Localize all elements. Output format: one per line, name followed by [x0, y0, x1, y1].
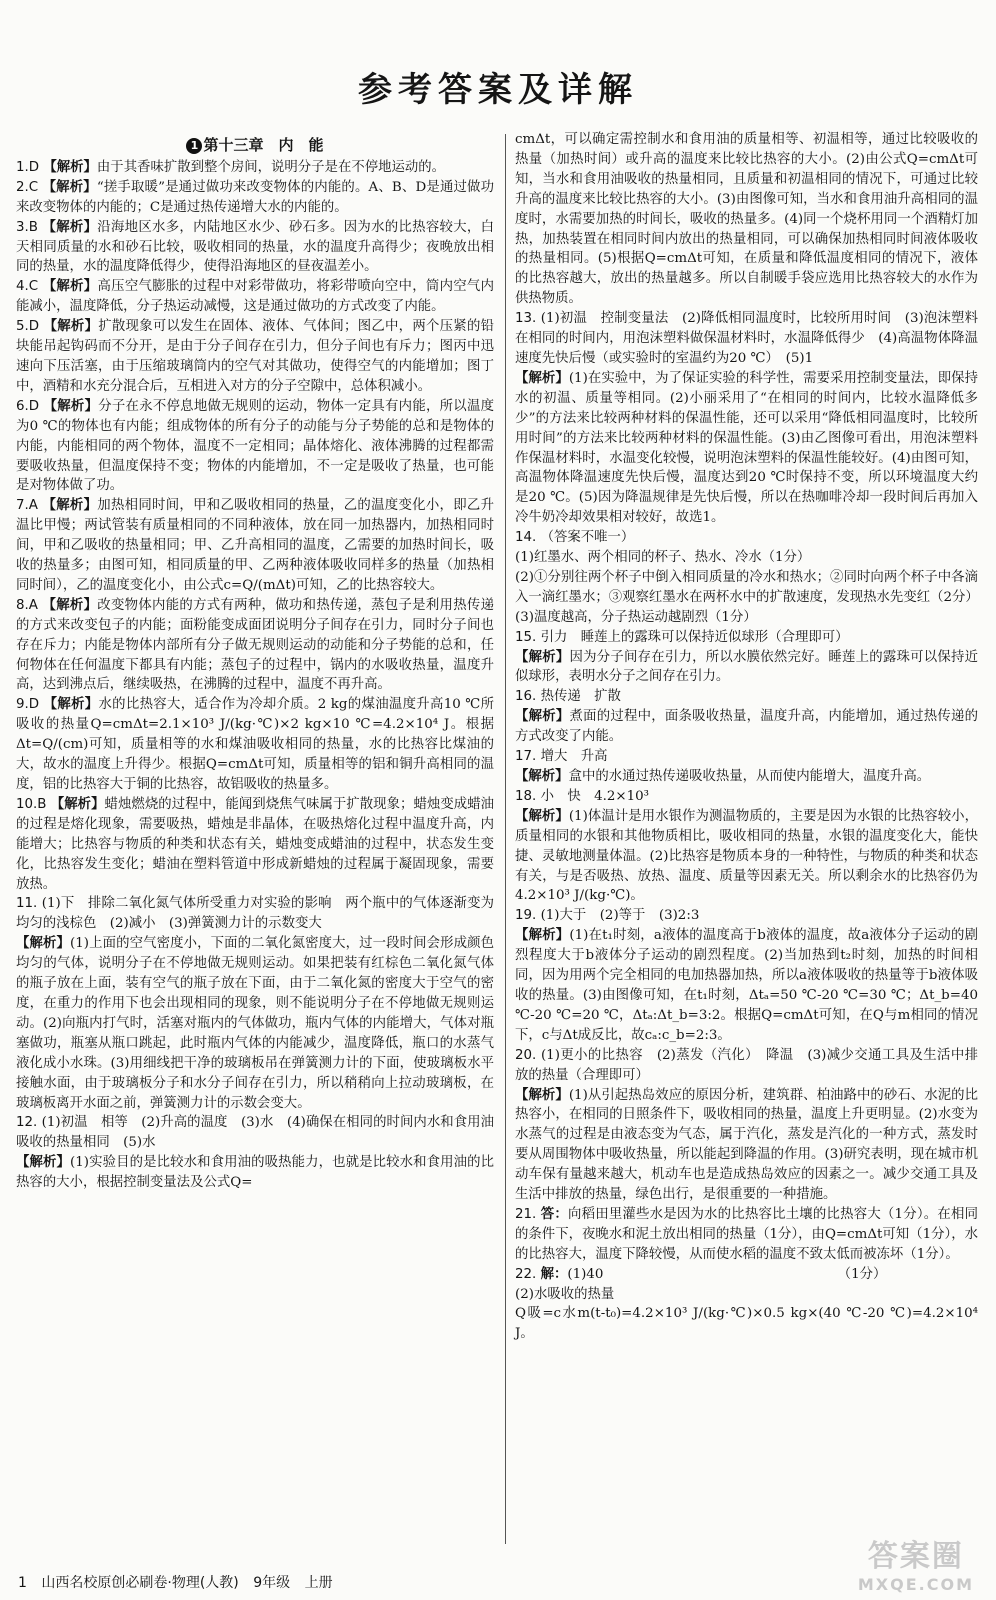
answer-item [16, 158, 494, 178]
answer-number: 5.D [16, 319, 40, 335]
grade-label: 9年级 [253, 1575, 291, 1591]
analysis-tag: 【解析】 [50, 796, 105, 812]
answer-number: 18. [515, 788, 537, 804]
analysis-tag: 【解析】 [16, 1155, 71, 1171]
answer-item [16, 317, 494, 397]
right-answer-list [515, 130, 992, 1344]
answer-item [515, 608, 978, 628]
answer-item [16, 277, 494, 317]
right-column [515, 130, 992, 1344]
analysis-tag: 【解析】 [43, 159, 97, 175]
analysis-tag: 【解析】 [515, 709, 570, 725]
answer-text: 向稻田里灌些水是因为水的比热容比土壤的比热容大（1分）。在相同的条件下，夜晚水和泥土放出相同的热量（1分），由Q=cmΔt可知（1分），水的比热容大，温度下降较慢，从而使水稻的温度不致太低而被冻坏（1分）。 [515, 1206, 978, 1262]
answer-item [515, 707, 978, 747]
analysis-tag: 【解析】 [515, 370, 569, 386]
answer-text: (1)初温 控制变量法 (2)降低相同温度时，比较所用时间 (3)泡沫塑料 在相同的时间内，用泡沫塑料做保温材料时，水温降低得少 (4)高温物体降温速度先快后慢（或实验时的室温约为20 ℃） (5)1 [515, 311, 992, 366]
volume-label: 上册 [304, 1575, 333, 1591]
answer-text: （答案不唯一） [540, 530, 635, 546]
answer-number: 1.D [16, 159, 40, 175]
answer-number: 10.B [16, 796, 47, 812]
analysis-tag: 【解析】 [515, 1087, 569, 1103]
analysis-tag: 【解析】 [42, 179, 97, 195]
answer-text: 改变物体内能的方式有两种，做功和热传递，蒸包子是利用热传递的方式来改变包子的内能；面粉能变成面团说明分子间存在引力，同时分子间也存在斥力；内能是物体内部所有分子做无规则运动的动能和分子势能的总和，任何物体在任何温度下都具有内能；蒸包子的过程中，锅内的水吸收热量，温度升高，达到沸点后，继续吸热，在沸腾的过程中，温度不再升高。 [16, 597, 494, 693]
analysis-tag: 【解析】 [515, 808, 569, 824]
chapter-heading [16, 136, 494, 156]
answer-item [515, 528, 978, 548]
analysis-tag: 【解析】 [42, 279, 98, 295]
chapter-number-badge: 1 [186, 138, 202, 154]
answer-item [16, 1113, 494, 1153]
answer-number: 6.D [16, 398, 40, 414]
answer-number: 19. [515, 908, 537, 924]
answer-number: 4.C [16, 279, 39, 295]
answer-number: 21. [515, 1206, 537, 1222]
page-title: 参考答案及详解 [358, 70, 638, 110]
answer-number: 2.C [16, 179, 39, 195]
answer-text: 沿海地区水多，内陆地区水少、砂石多。因为水的比热容较大，白天相同质量的水和砂石比较，吸收相同的热量，水的温度升高得少；夜晚放出相同的热量，水的温度降低得少，使得沿海地区的昼夜温差小。 [16, 219, 495, 275]
answer-item [16, 178, 494, 218]
answer-text: (1)40 （1分） [567, 1266, 887, 1282]
analysis-tag: 【解析】 [16, 936, 71, 952]
answer-number: 15. [515, 629, 537, 645]
column-divider [505, 134, 506, 1544]
answer-item [16, 397, 494, 497]
answer-text: (1)体温计是用水银作为测温物质的，主要是因为水银的比热容较小，质量相同的水银和其他物质相比，吸收相同的热量，水银的温度变化大，能快捷、灵敏地测量体温。(2)比热容是物质本身的一种特性，与物质的种类和状态有关，与是否吸热、放热、温度、质量等因素无关。所以剩余水的比热容仍为4.2×10³ J/(kg·℃)。 [515, 808, 979, 904]
answer-number: 14. [515, 530, 537, 546]
answer-text: 蜡烛燃烧的过程中，能闻到烧焦气味属于扩散现象；蜡烛变成蜡油的过程是熔化现象，需要吸热，蜡烛是非晶体，在吸热熔化过程中温度升高，内能增大；比热容与物质的种类和状态有关，蜡烛变成蜡油的过程中，状态发生变化，比热容发生变化；蜡油在塑料管道中形成新蜡烛的过程属于凝固现象，需要放热。 [16, 796, 495, 892]
answer-item [515, 1046, 978, 1086]
answer-text: (1)上面的空气密度小，下面的二氧化氮密度大，过一段时间会形成颜色均匀的气体，说明分子在不停地做无规则运动。如果把装有红棕色二氧化氮气体的瓶子放在上面，装有空气的瓶子放在下面，由于二氧化氮的密度大于空气的密度，在重力的作用下也会出现相同的现象，则不能说明分子在不停地做无规则运动。(2)向瓶内打气时，活塞对瓶内的气体做功，瓶内气体的内能增大，气体对瓶塞做功，瓶塞从瓶口跳起，此时瓶内气体的内能减少，温度降低，瓶口的水蒸气液化成小水珠。(3)用细线把干净的玻璃板吊在弹簧测力计的下面，使玻璃板水平接触水面，由于玻璃板分子和水分子间存在引力，所以稍稍向上拉动玻璃板，在玻璃板离开水面之前，弹簧测力计的示数会变大。 [16, 936, 495, 1111]
answer-text: (2)水吸收的热量 [515, 1286, 615, 1302]
answer-item [16, 695, 494, 795]
answer-text: 扩散现象可以发生在固体、液体、气体间；图乙中，两个压紧的铅块能吊起钩码而不分开，是由于分子间存在引力，但分子间也有斥力；图丙中迅速向下压活塞，由于压缩玻璃筒内的空气对其做功，使得空气的内能增加；图丁中，酒精和水充分混合后，互相进入对方的分子空隙中，总体积减小。 [16, 319, 495, 394]
answer-item [515, 906, 978, 926]
answer-item [515, 648, 978, 688]
answer-item [515, 787, 978, 807]
answer-number: 7.A [16, 498, 38, 514]
answer-item [16, 218, 494, 278]
answer-number: 9.D [16, 697, 40, 713]
answer-item [515, 747, 978, 767]
answer-text: (1)红墨水、两个相同的杯子、热水、冷水（1分） [515, 550, 811, 566]
answer-text: (1)在t₁时刻，a液体的温度高于b液体的温度，故a液体分子运动的剧烈程度大于b液体分子运动的剧烈程度。(2)当加热到t₂时刻，加热的时间相同，因为用两个完全相同的电加热器加热，所以a液体吸收的热量等于b液体吸收的热量。(3)由图像可知，在t₁时刻，Δtₐ=50 ℃-20 ℃=30 ℃；Δt_b=40 ℃-20 ℃=20 ℃，Δtₐ:Δt_b=3:2。根据Q=cmΔt可知，在Q与m相同的情况下，c与Δt成反比，故cₐ:c_b=2:3。 [515, 928, 978, 1043]
answer-text: 由于其香味扩散到整个房间，说明分子是在不停地运动的。 [96, 159, 446, 175]
analysis-tag: 【解析】 [515, 769, 569, 784]
analysis-tag: 解： [540, 1266, 568, 1282]
answer-text: Q吸=c水m(t-t₀)=4.2×10³ J/(kg·℃)×0.5 kg×(40 ℃-20 ℃)=4.2×10⁴ J。 [515, 1306, 978, 1342]
answer-text: 高压空气膨胀的过程中对彩带做功，将彩带喷向空中，筒内空气内能减小，温度降低，分子热运动减慢，这是通过做功的方式改变了内能。 [16, 279, 495, 315]
answer-text: (1)下 排除二氧化氮气体所受重力对实验的影响 两个瓶中的气体逐渐变为均匀的浅棕色 (2)减小 (3)弹簧测力计的示数变大 [16, 896, 495, 932]
answer-item [16, 934, 494, 1113]
answer-item [16, 596, 494, 696]
answer-text: (2)①分别往两个杯子中倒入相同质量的冷水和热水；②同时向两个杯子中各滴入一滴红墨水；③观察红墨水在两杯水中的扩散速度，发现热水先变红（2分） [515, 569, 979, 605]
site-watermark [858, 1531, 974, 1594]
chapter-title: 第十三章 内 能 [203, 136, 324, 154]
answer-item [515, 1285, 978, 1305]
answer-number: 11. [16, 896, 38, 912]
answer-text: cmΔt，可以确定需控制水和食用油的质量相等、初温相等，通过比较吸收的热量（加热时间）或升高的温度来比较比热容的大小。(2)由公式Q=cmΔt可知，当水和食用油吸收的热量相同，且质量和初温相同的情况下，可通过比较升高的温度来比较比热容的大小。(3)由图像可知，当水和食用油升高相同的温度时，水需要加热的时间长，吸收的热量多。(4)同一个烧杯用同一个酒精灯加热，加热装置在相同时间内放出的热量相同，可以确保加热相同时间液体吸收的热量相同。(5)根据Q=cmΔt可知，在质量和降低温度相同的情况下，液体的比热容越大，放出的热量越多。所以自制暖手袋应选用比热容较大的水作为供热物质。 [515, 132, 978, 307]
left-answer-list [16, 158, 494, 1193]
answer-text: (1)在实验中，为了保证实验的科学性，需要采用控制变量法，即保持水的初温、质量等相同。(2)小丽采用了“在相同的时间内，比较水温降低多少”的方法来比较两种材料的保温性能，还可以采用“降低相同温度时，比较所用时间”的方法来比较两种材料的保温性能。(3)由乙图像可看出，用泡沫塑料作保温材料时，水温变化较慢，说明泡沫塑料的保温性能较好。(4)由图可知，高温物体降温速度先快后慢，温度达到20 ℃时保持不变，所以环境温度大约是20 ℃。(5)因为降温规律是先快后慢，所以在热咖啡冷却一段时间后再加入冷牛奶冷却效果相对较好，故选1。 [515, 370, 979, 526]
analysis-tag: 【解析】 [515, 928, 570, 944]
answer-number: 13. [515, 311, 537, 327]
answer-number: 17. [515, 749, 537, 765]
analysis-tag: 【解析】 [515, 649, 570, 665]
answer-text: 煮面的过程中，面条吸收热量，温度升高，内能增加，通过热传递的方式改变了内能。 [515, 709, 978, 745]
answer-item [515, 1205, 978, 1265]
page-footer [18, 1572, 343, 1592]
analysis-tag: 【解析】 [42, 498, 98, 514]
answer-number: 22. [515, 1266, 537, 1282]
answer-text: (3)温度越高，分子热运动越剧烈（1分） [515, 609, 757, 625]
analysis-tag: 【解析】 [43, 319, 99, 335]
answer-text: 小 快 4.2×10³ [540, 788, 650, 804]
answer-text: 增大 升高 [540, 749, 608, 765]
answer-item [515, 548, 978, 568]
answer-item [515, 1265, 978, 1285]
answer-item [515, 767, 978, 787]
answer-item [515, 369, 978, 528]
answer-text: (1)从引起热岛效应的原因分析，建筑群、柏油路中的砂石、水泥的比热容小，在相同的日照条件下，吸收相同的热量，温度上升更明显。(2)水变为水蒸气的过程是由液态变为气态，属于汽化，蒸发是汽化的一种方式，蒸发时要从周围物体中吸收热量，所以能起到降温的作用。(3)研究表明，现在城市机动车保有量越来越大，机动车也是造成热岛效应的因素之一。减少交通工具及生活中排放的热量，绿色出行，是很重要的一种措施。 [515, 1087, 979, 1203]
answer-number: 12. [16, 1115, 38, 1131]
answer-item [515, 1086, 978, 1205]
answer-number: 16. [515, 689, 537, 705]
answer-text: 加热相同时间，甲和乙吸收相同的热量，乙的温度变化小，即乙升温比甲慢；两试管装有质量相同的不同种液体，放在同一加热器内，加热相同时间，甲和乙吸收的热量相同；甲、乙升高相同的温度，乙需要的加热时间长，吸收的热量多；由图可知，相同质量的甲、乙两种液体吸收同样多的热量（加热相同时间），乙的温度变化小，由公式c=Q/(mΔt)可知，乙的比热容较大。 [16, 498, 494, 593]
answer-item [16, 1153, 494, 1193]
answer-number: 20. [515, 1047, 537, 1063]
answer-text: 盒中的水通过热传递吸收热量，从而使内能增大，温度升高。 [568, 769, 931, 784]
analysis-tag: 【解析】 [42, 597, 98, 613]
answer-item [515, 130, 978, 309]
analysis-tag: 【解析】 [43, 697, 99, 713]
answer-text: “搓手取暖”是通过做功来改变物体的内能的。A、B、D是通过做功来改变物体的内能的；C是通过热传递增大水的内能的。 [16, 179, 495, 215]
answer-number: 8.A [16, 597, 38, 613]
answer-item [515, 1304, 978, 1344]
answer-item [515, 309, 992, 369]
watermark-bottom: MXQE.COM [857, 1575, 974, 1594]
answer-item [16, 894, 494, 934]
answer-text: 引力 睡莲上的露珠可以保持近似球形（合理即可） [540, 629, 849, 645]
book-title: 山西名校原创必刷卷·物理(人教) [41, 1575, 239, 1591]
answer-text: 分子在永不停息地做无规则的运动，物体一定具有内能，所以温度为0 ℃的物体也有内能；组成物体的所有分子的动能与分子势能的总和是物体的内能，内能相同的两个物体，温度不一定相同；晶体熔化、液体沸腾的过程都需要吸收热量，但温度保持不变；物体的内能增加，不一定是吸收了热量，也可能是对物体做了功。 [16, 398, 495, 494]
answer-item [515, 926, 978, 1045]
answer-text: 水的比热容大，适合作为冷却介质。2 kg的煤油温度升高10 ℃所吸收的热量Q=cmΔt=2.1×10³ J/(kg·℃)×2 kg×10 ℃=4.2×10⁴ J。根据Δt=Q/(cm)可知，质量相等的水和煤油吸收相同的热量，水的比热容比煤油的大，故水的温度上升得少。根据Q=cmΔt可知，质量相等的铝和铜升高相同的温度，铝的比热容大于铜的比热容，故铝吸收的热量多。 [16, 697, 494, 792]
answer-item [515, 807, 978, 907]
answer-item [16, 795, 494, 895]
analysis-tag: 【解析】 [43, 398, 99, 414]
watermark-top: 答案圈 [867, 1539, 964, 1574]
page-number: 1 [18, 1575, 27, 1591]
answer-item [515, 568, 978, 608]
answer-text: (1)更小的比热容 (2)蒸发（汽化） 降温 (3)减少交通工具及生活中排放的热量（合理即可） [515, 1047, 978, 1083]
answer-item [515, 628, 978, 648]
analysis-tag: 【解析】 [42, 219, 98, 235]
answer-text: (1)初温 相等 (2)升高的温度 (3)水 (4)确保在相同的时间内水和食用油吸收的热量相同 (5)水 [16, 1115, 494, 1151]
answer-text: (1)实验目的是比较水和食用油的吸热能力，也就是比较水和食用油的比热容的大小，根据控制变量法及公式Q= [16, 1155, 495, 1191]
answer-text: (1)大于 (2)等于 (3)2:3 [540, 908, 700, 924]
answer-item [16, 496, 494, 596]
answer-text: 因为分子间存在引力，所以水膜依然完好。睡莲上的露珠可以保持近似球形，表明水分子之间存在引力。 [515, 649, 978, 685]
answer-text: 热传递 扩散 [540, 689, 621, 705]
left-column [16, 136, 494, 1193]
analysis-tag: 答： [540, 1206, 568, 1222]
answer-item [515, 687, 978, 707]
answer-number: 3.B [16, 219, 38, 235]
